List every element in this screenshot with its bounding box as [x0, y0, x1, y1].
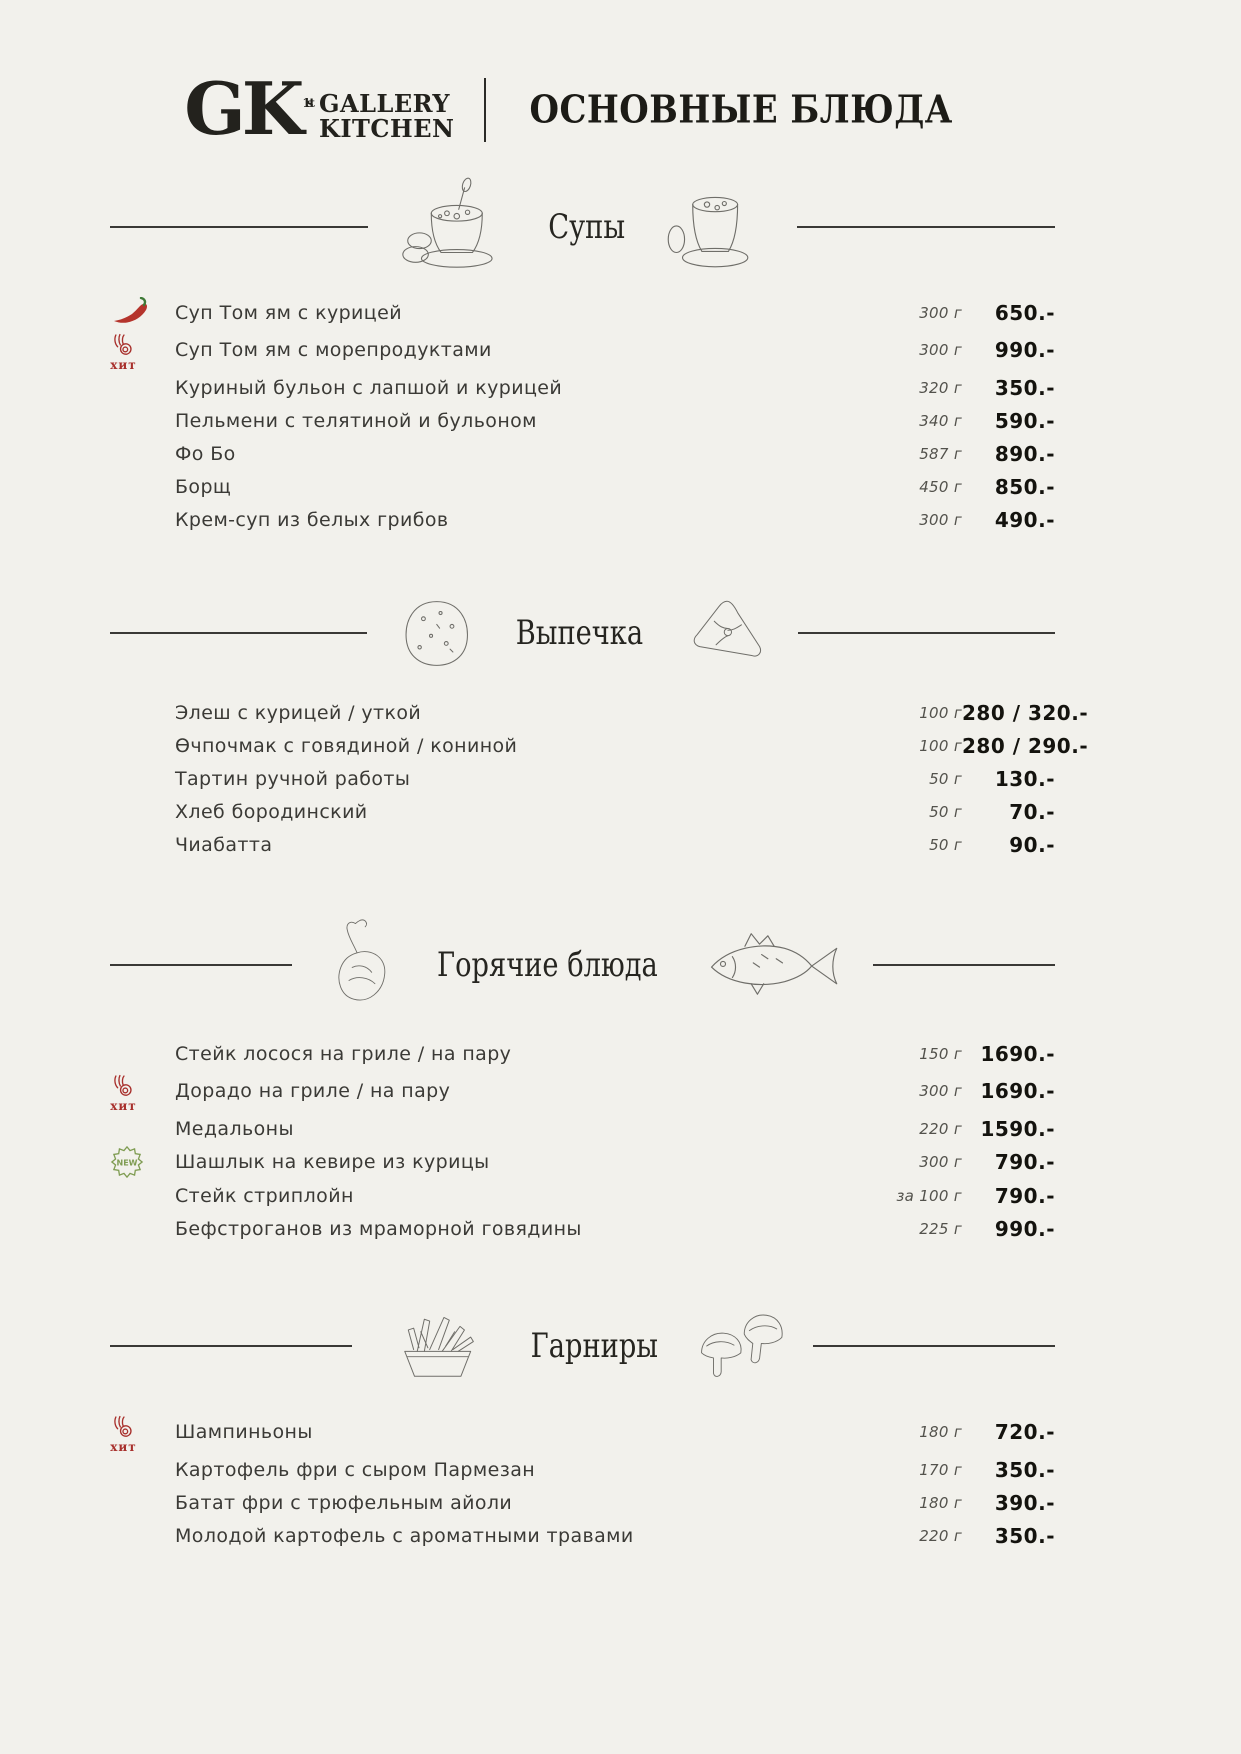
item-badge-cell	[110, 1179, 175, 1212]
section-items-list	[110, 1411, 1055, 1552]
item-badge-cell	[110, 1037, 175, 1070]
item-price: 70.-	[1009, 799, 1055, 824]
item-name: Чиабатта	[175, 833, 273, 856]
menu-item-row	[110, 1486, 1055, 1519]
item-weight: 180 г	[919, 1493, 962, 1512]
section-items-list	[110, 1037, 1055, 1245]
section-rule-left	[110, 964, 292, 966]
item-weight: 150 г	[919, 1044, 962, 1063]
item-badge-cell	[110, 503, 175, 536]
hit-badge	[110, 1072, 137, 1112]
item-weight: 50 г	[929, 802, 962, 821]
item-weight: 100 г	[919, 703, 962, 722]
item-badge-cell	[110, 696, 175, 729]
item-badge-cell	[110, 1411, 175, 1453]
menu-item-row	[110, 828, 1055, 861]
item-name: Пельмени с телятиной и бульоном	[175, 409, 537, 432]
item-name: Шашлык на кевире из курицы	[175, 1151, 490, 1173]
item-weight: 220 г	[919, 1119, 962, 1138]
header-divider	[484, 78, 486, 142]
section-rule-right	[797, 226, 1055, 228]
menu-header	[0, 0, 1196, 152]
item-badge-cell	[110, 437, 175, 470]
item-badge-cell	[110, 1112, 175, 1145]
item-name: Элеш с курицей / уткой	[175, 701, 422, 724]
item-weight: 450 г	[919, 477, 962, 496]
item-name: Өчпочмак с говядиной / кониной	[175, 734, 518, 757]
item-name: Стейк лосося на гриле / на пару	[175, 1042, 512, 1065]
fries-basket-icon	[378, 1305, 496, 1387]
item-name: Бефстроганов из мраморной говядины	[175, 1217, 582, 1240]
menu-item-row	[110, 1070, 1055, 1112]
item-name: Тартин ручной работы	[175, 767, 411, 790]
item-weight: 300 г	[919, 341, 962, 359]
item-price: 720.-	[994, 1420, 1055, 1444]
ok-hand-icon	[110, 1072, 137, 1099]
item-name: Хлеб бородинский	[175, 800, 368, 823]
menu-item-row	[110, 296, 1055, 329]
menu-section-soups	[110, 176, 1055, 536]
item-weight: за 100 г	[896, 1186, 962, 1205]
meat-bone-icon	[318, 917, 396, 1013]
soup-bowl-icon	[394, 176, 517, 278]
item-badge-cell	[110, 1453, 175, 1486]
item-name: Молодой картофель с ароматными травами	[175, 1524, 634, 1547]
menu-item-row	[110, 437, 1055, 470]
soup-cup-icon	[656, 176, 770, 278]
section-rule-left	[110, 226, 368, 228]
item-price: 590.-	[994, 408, 1055, 433]
item-price: 280 / 320.-	[962, 700, 1089, 725]
menu-section-bakery	[110, 594, 1089, 861]
ok-hand-icon	[110, 1413, 137, 1440]
item-name: Шампиньоны	[175, 1421, 313, 1443]
item-name: Дорадо на гриле / на пару	[175, 1080, 451, 1102]
item-badge-cell	[110, 1519, 175, 1552]
section-rule-right	[798, 632, 1055, 634]
item-price: 350.-	[994, 1457, 1055, 1482]
item-price: 490.-	[994, 507, 1055, 532]
item-badge-cell	[110, 1070, 175, 1112]
menu-item-row	[110, 696, 1089, 729]
brand-word-gallery: GALLERY	[318, 89, 450, 119]
section-rule-right	[813, 1345, 1055, 1347]
item-price: 790.-	[994, 1183, 1055, 1208]
item-price: 990.-	[994, 1216, 1055, 1241]
item-price: 90.-	[1009, 832, 1055, 857]
menu-item-row	[110, 1453, 1055, 1486]
item-name: Картофель фри с сыром Пармезан	[175, 1458, 536, 1481]
hit-badge-label: хит	[110, 1440, 137, 1454]
brand-wordmark	[318, 89, 455, 143]
menu-item-row	[110, 1037, 1055, 1070]
item-weight: 300 г	[919, 1153, 962, 1171]
item-badge-cell	[110, 795, 175, 828]
menu-item-row	[110, 371, 1055, 404]
hit-badge-label: хит	[110, 358, 137, 372]
item-name: Суп Том ям с курицей	[175, 301, 402, 324]
menu-item-row	[110, 1145, 1055, 1179]
item-weight: 220 г	[919, 1526, 962, 1545]
section-title: Гарниры	[530, 1326, 659, 1366]
section-header	[110, 594, 1055, 672]
item-price: 1690.-	[980, 1079, 1055, 1103]
item-name: Крем-суп из белых грибов	[175, 508, 449, 531]
item-weight: 225 г	[919, 1219, 962, 1238]
item-badge-cell	[110, 329, 175, 371]
menu-item-row	[110, 1179, 1055, 1212]
menu-section-hot	[110, 917, 1055, 1245]
item-weight: 300 г	[919, 303, 962, 322]
new-badge-label: NEW	[116, 1158, 138, 1168]
section-title: Выпечка	[515, 613, 643, 653]
item-price: 390.-	[994, 1490, 1055, 1515]
menu-item-row	[110, 404, 1055, 437]
item-name: Борщ	[175, 475, 232, 498]
section-title: Супы	[548, 207, 626, 247]
page-title: ОСНОВНЫЕ БЛЮДА	[529, 87, 954, 133]
section-title: Горячие блюда	[437, 945, 658, 985]
spicy-chili-icon	[110, 297, 154, 329]
item-price: 990.-	[994, 338, 1055, 362]
item-badge-cell	[110, 1212, 175, 1245]
menu-item-row	[110, 1411, 1055, 1453]
item-price: 280 / 290.-	[962, 733, 1089, 758]
section-rule-left	[110, 632, 367, 634]
item-badge-cell	[110, 762, 175, 795]
menu-item-row	[110, 329, 1055, 371]
item-price: 650.-	[994, 300, 1055, 325]
item-name: Стейк стриплойн	[175, 1184, 354, 1207]
item-badge-cell	[110, 296, 175, 329]
brand-logo-monogram	[184, 66, 311, 152]
mushrooms-icon	[693, 1305, 787, 1387]
menu-sections-container	[110, 176, 1089, 1552]
item-name: Суп Том ям с морепродуктами	[175, 339, 492, 361]
item-weight: 300 г	[919, 510, 962, 529]
menu-item-row	[110, 470, 1055, 503]
hit-badge	[110, 331, 137, 371]
item-badge-cell	[110, 828, 175, 861]
section-rule-left	[110, 1345, 352, 1347]
new-starburst-icon	[110, 1145, 144, 1179]
hit-badge	[110, 1413, 137, 1453]
item-price: 890.-	[994, 441, 1055, 466]
item-price: 130.-	[994, 766, 1055, 791]
item-weight: 50 г	[929, 769, 962, 788]
menu-item-row	[110, 1112, 1055, 1145]
section-header	[110, 917, 1055, 1013]
brand-word-kitchen: KITCHEN	[318, 114, 455, 143]
section-items-list	[110, 296, 1055, 536]
item-price: 790.-	[994, 1150, 1055, 1174]
brand-1st-superscript: 1st	[302, 96, 311, 111]
ok-hand-icon	[110, 331, 137, 358]
item-weight: 180 г	[919, 1423, 962, 1441]
hit-badge-label: хит	[110, 1099, 137, 1113]
menu-item-row	[110, 762, 1055, 795]
item-weight: 300 г	[919, 1082, 962, 1100]
section-rule-right	[873, 964, 1055, 966]
item-badge-cell	[110, 729, 175, 762]
menu-item-row	[110, 1519, 1055, 1552]
item-badge-cell	[110, 1145, 175, 1179]
item-weight: 320 г	[919, 378, 962, 397]
item-name: Медальоны	[175, 1117, 294, 1140]
item-weight: 340 г	[919, 411, 962, 430]
section-items-list	[110, 696, 1089, 861]
item-price: 1590.-	[980, 1116, 1055, 1141]
menu-item-row	[110, 1212, 1055, 1245]
menu-item-row	[110, 729, 1089, 762]
item-badge-cell	[110, 470, 175, 503]
item-name: Фо Бо	[175, 442, 236, 465]
section-header	[110, 1305, 1055, 1387]
item-weight: 50 г	[929, 835, 962, 854]
menu-item-row	[110, 795, 1055, 828]
item-price: 1690.-	[980, 1041, 1055, 1066]
menu-item-row	[110, 503, 1055, 536]
item-price: 350.-	[994, 1523, 1055, 1548]
new-badge	[110, 1145, 144, 1179]
item-weight: 170 г	[919, 1460, 962, 1479]
item-name: Куриный бульон с лапшой и курицей	[175, 376, 563, 399]
section-header	[110, 176, 1055, 278]
brand-logo	[184, 66, 455, 152]
menu-section-garnish	[110, 1305, 1055, 1552]
brand-gk-text: GK	[184, 66, 301, 152]
item-badge-cell	[110, 371, 175, 404]
bread-bun-icon	[393, 594, 481, 672]
item-name: Батат фри с трюфельным айоли	[175, 1491, 513, 1514]
item-weight: 100 г	[919, 736, 962, 755]
echpochmak-icon	[678, 594, 772, 672]
item-badge-cell	[110, 1486, 175, 1519]
fish-icon	[699, 917, 847, 1013]
item-price: 350.-	[994, 375, 1055, 400]
item-badge-cell	[110, 404, 175, 437]
item-weight: 587 г	[919, 444, 962, 463]
item-price: 850.-	[994, 474, 1055, 499]
